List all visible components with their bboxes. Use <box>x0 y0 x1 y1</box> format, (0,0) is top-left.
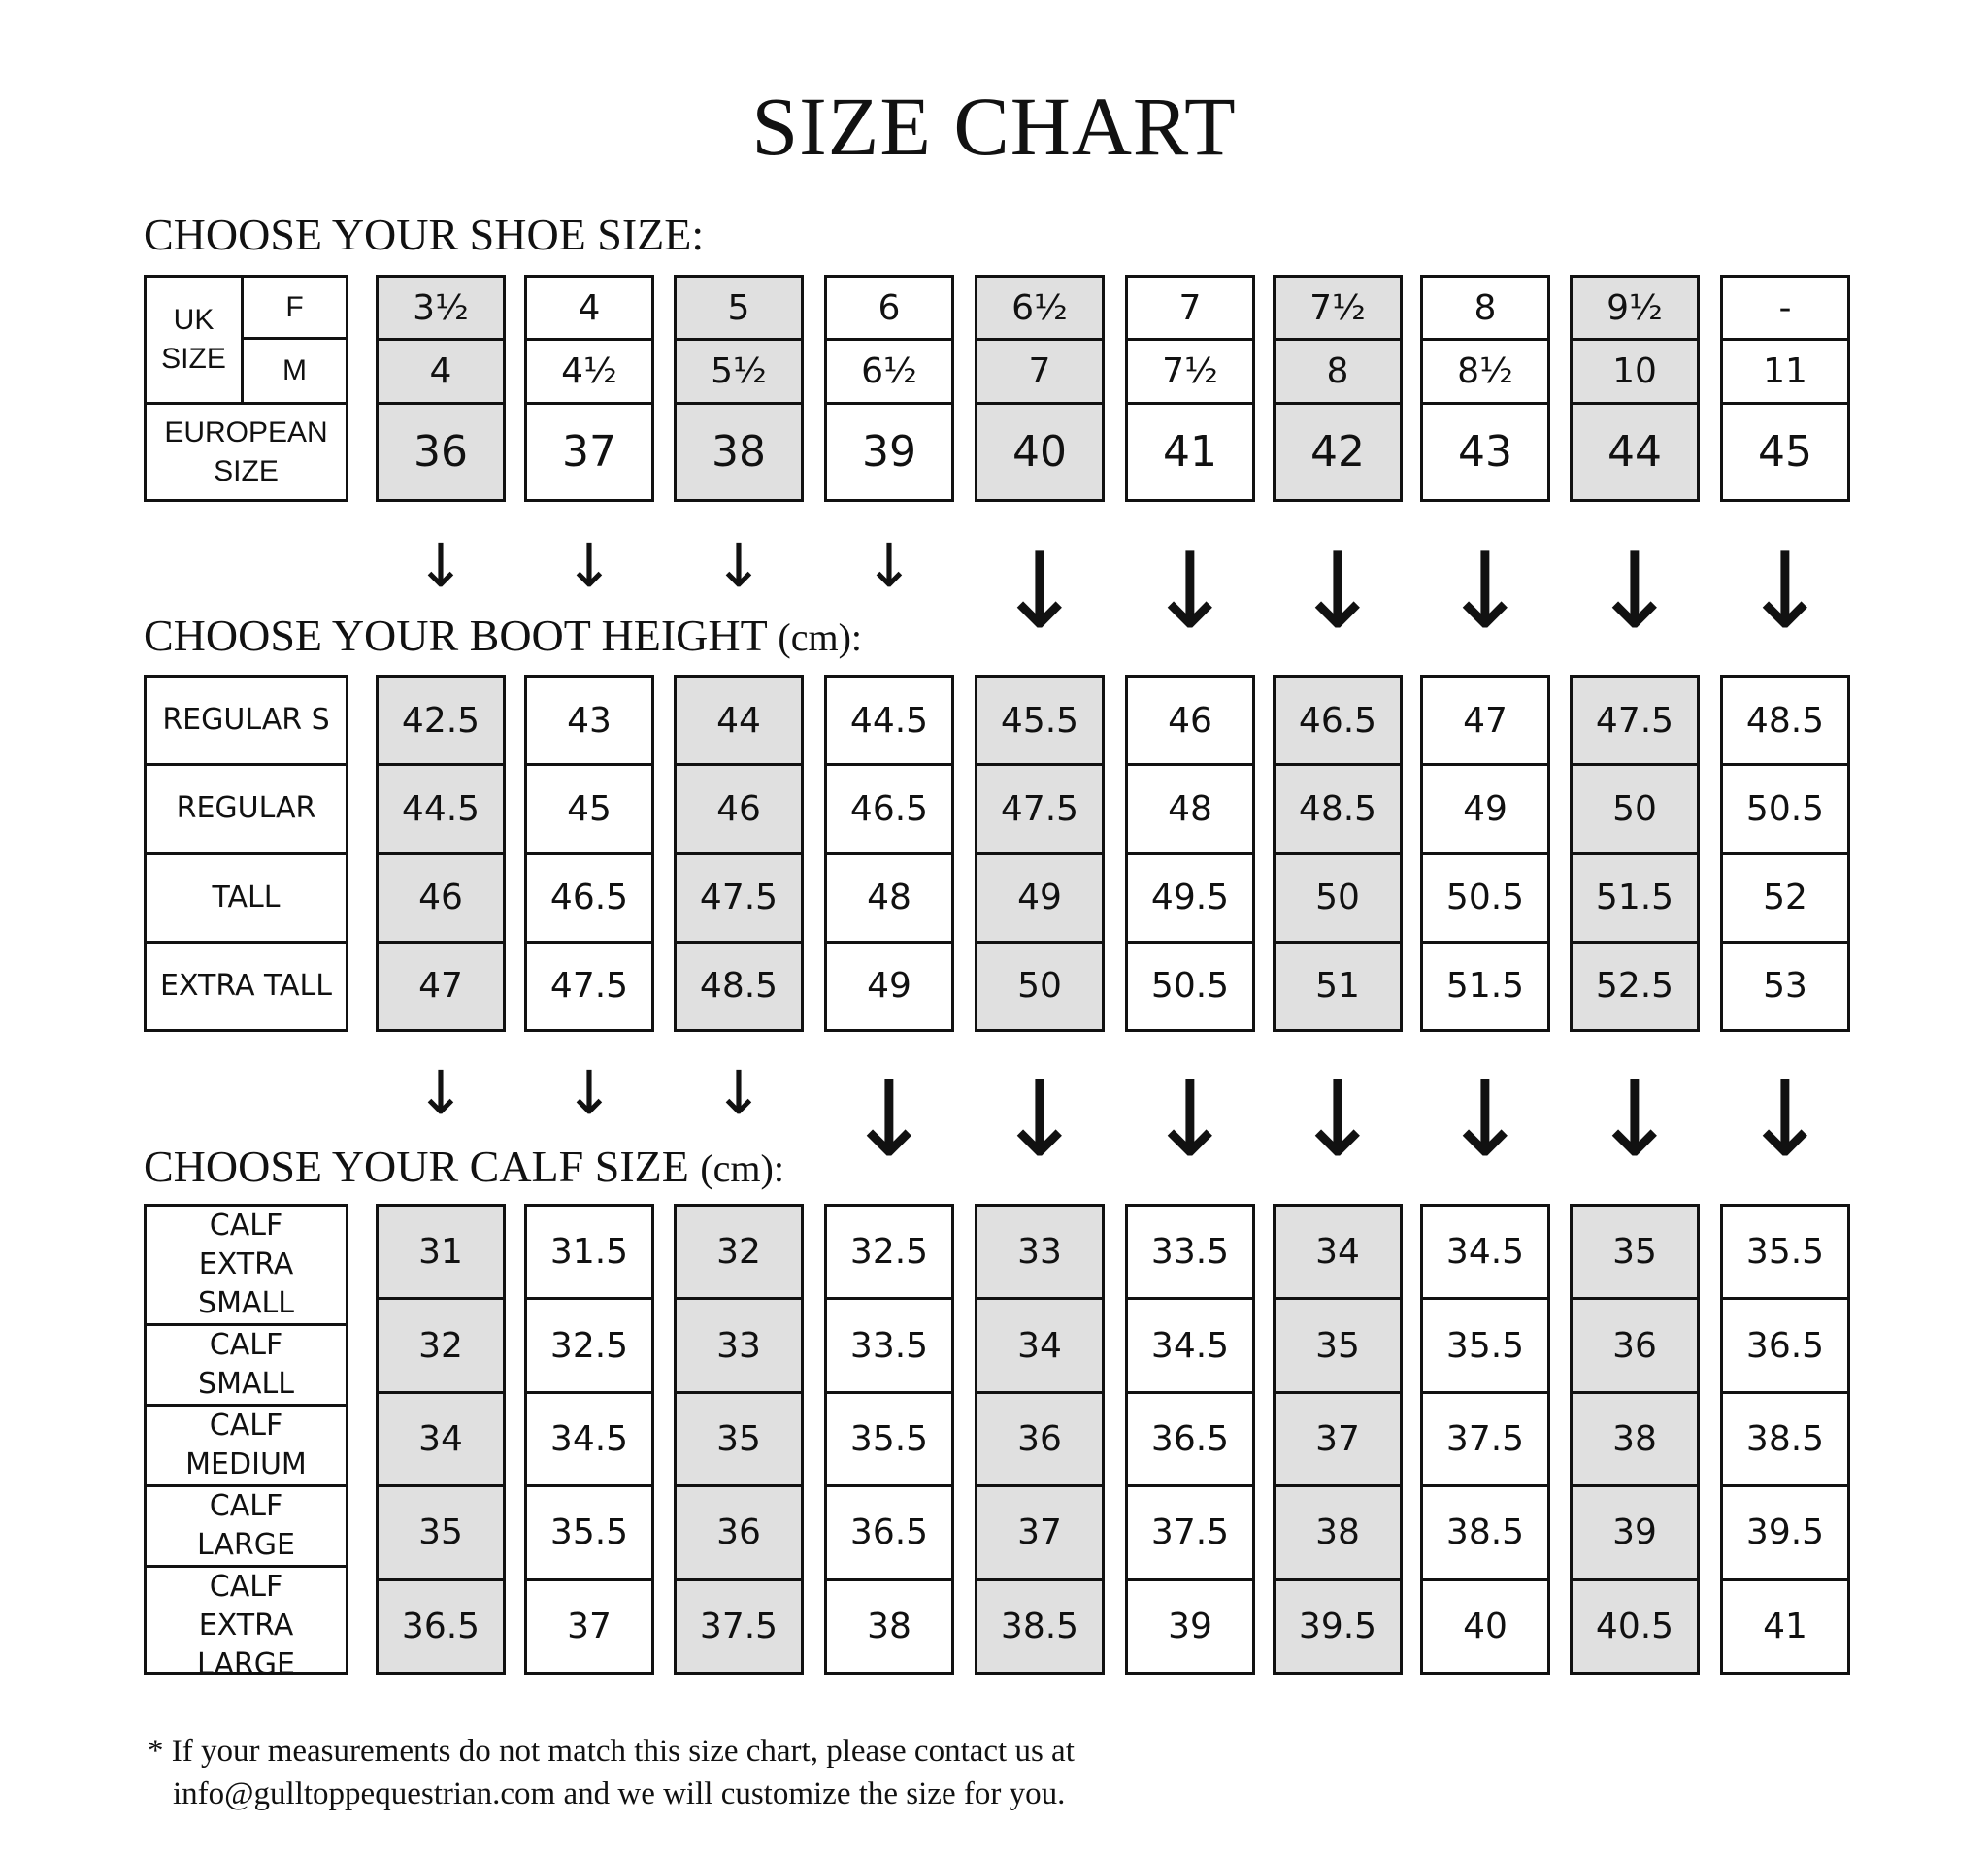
page-title: SIZE CHART <box>751 80 1237 173</box>
calf-size-column <box>376 1204 506 1675</box>
down-arrow-icon: ↓ <box>845 1059 934 1180</box>
boot-height-cell: 48.5 <box>1745 700 1825 741</box>
boot-height-cell: 48 <box>827 852 951 941</box>
calf-size-cell: 37.5 <box>1423 1391 1547 1484</box>
calf-size-row-label <box>147 1207 346 1323</box>
calf-size-cell: 35 <box>677 1391 801 1484</box>
boot-height-cell: 48.5 <box>677 941 801 1029</box>
calf-size-column <box>1125 1204 1255 1675</box>
female-size-cell: - <box>1778 287 1792 328</box>
boot-height-cell: 47.5 <box>1595 700 1674 741</box>
calf-size-column <box>674 1204 804 1675</box>
calf-size-cell: 41 <box>1723 1578 1847 1672</box>
boot-height-cell: 46 <box>379 852 503 941</box>
boot-height-cell: 49.5 <box>1128 852 1252 941</box>
calf-size-cell: 31 <box>418 1232 463 1273</box>
calf-size-cell: 37 <box>527 1578 651 1672</box>
calf-size-row-label-line: CALF <box>209 1570 283 1604</box>
boot-height-cell: 46.5 <box>1298 700 1377 741</box>
calf-size-cell: 36 <box>1573 1297 1697 1390</box>
boot-height-cell: 50.5 <box>1423 852 1547 941</box>
calf-size-cell: 34.5 <box>1128 1297 1252 1390</box>
european-size-cell: 41 <box>1128 402 1252 499</box>
female-size-cell: 6½ <box>1011 287 1068 328</box>
boot-height-cell: 47.5 <box>677 852 801 941</box>
female-size-cell: 7½ <box>1309 287 1366 328</box>
male-size-cell: 6½ <box>827 338 951 401</box>
calf-size-cell: 36.5 <box>827 1484 951 1577</box>
boot-height-cell: 47.5 <box>527 941 651 1029</box>
boot-height-cell: 45 <box>527 763 651 851</box>
down-arrow-icon: ↓ <box>564 530 614 601</box>
calf-size-column <box>975 1204 1105 1675</box>
boot-height-row-label: EXTRA TALL <box>147 941 346 1029</box>
down-arrow-icon: ↓ <box>1293 1059 1382 1180</box>
calf-size-cell: 38 <box>827 1578 951 1672</box>
boot-height-cell: 49 <box>827 941 951 1029</box>
european-size-cell: 44 <box>1573 402 1697 499</box>
boot-height-column <box>674 675 804 1032</box>
european-size-label-line2: SIZE <box>214 454 279 487</box>
boot-height-column <box>524 675 654 1032</box>
calf-size-cell: 32 <box>716 1232 761 1273</box>
down-arrow-icon: ↓ <box>1145 1059 1235 1180</box>
calf-size-cell: 35 <box>1276 1297 1400 1390</box>
male-size-cell: 4½ <box>527 338 651 401</box>
boot-height-cell: 47 <box>1463 700 1508 741</box>
calf-size-cell: 36.5 <box>1128 1391 1252 1484</box>
calf-size-cell: 36 <box>677 1484 801 1577</box>
calf-size-cell: 33 <box>677 1297 801 1390</box>
calf-size-cell: 31.5 <box>549 1232 629 1273</box>
shoe-size-column <box>824 275 954 502</box>
boot-height-cell: 43 <box>567 700 612 741</box>
down-arrow-icon: ↓ <box>1590 531 1679 652</box>
calf-size-row-label <box>147 1565 346 1684</box>
down-arrow-icon: ↓ <box>1293 531 1382 652</box>
boot-height-cell: 50 <box>1276 852 1400 941</box>
boot-height-row-label: REGULAR <box>147 763 346 851</box>
calf-size-column <box>1720 1204 1850 1675</box>
down-arrow-icon: ↓ <box>1441 1059 1530 1180</box>
boot-height-cell: 49 <box>977 852 1102 941</box>
boot-height-cell: 47 <box>379 941 503 1029</box>
shoe-size-column <box>975 275 1105 502</box>
calf-size-cell: 37.5 <box>1128 1484 1252 1577</box>
calf-size-cell: 38.5 <box>977 1578 1102 1672</box>
boot-height-cell: 42.5 <box>401 700 480 741</box>
boot-height-cell: 44 <box>716 700 761 741</box>
female-size-cell: 3½ <box>413 287 469 328</box>
calf-size-cell: 38 <box>1573 1391 1697 1484</box>
european-size-cell: 40 <box>977 402 1102 499</box>
boot-height-column <box>824 675 954 1032</box>
european-size-cell: 43 <box>1423 402 1547 499</box>
calf-size-cell: 33.5 <box>1150 1232 1230 1273</box>
calf-size-column <box>1273 1204 1403 1675</box>
shoe-size-heading: CHOOSE YOUR SHOE SIZE: <box>144 210 705 259</box>
down-arrow-icon: ↓ <box>415 530 466 601</box>
european-size-label-line1: EUROPEAN <box>164 415 328 448</box>
male-label: M <box>282 354 307 386</box>
down-arrow-icon: ↓ <box>415 1057 466 1128</box>
female-size-cell: 5 <box>727 287 750 328</box>
boot-height-column <box>376 675 506 1032</box>
boot-height-cell: 52.5 <box>1573 941 1697 1029</box>
calf-size-cell: 39.5 <box>1723 1484 1847 1577</box>
down-arrow-icon: ↓ <box>1740 1059 1830 1180</box>
down-arrow-icon: ↓ <box>564 1057 614 1128</box>
male-size-cell: 10 <box>1573 338 1697 401</box>
down-arrow-icon: ↓ <box>1145 531 1235 652</box>
male-size-cell: 8 <box>1276 338 1400 401</box>
female-label: F <box>244 278 346 340</box>
shoe-size-column <box>1420 275 1550 502</box>
calf-size-cell: 35.5 <box>1745 1232 1825 1273</box>
male-size-cell: 5½ <box>677 338 801 401</box>
calf-size-row-label <box>147 1484 346 1565</box>
calf-size-row-label-line: CALF <box>209 1328 283 1362</box>
footnote-line2: info@gulltoppequestrian.com and we will customize the size for you. <box>173 1776 1066 1811</box>
european-size-cell: 36 <box>379 402 503 499</box>
down-arrow-icon: ↓ <box>1441 531 1530 652</box>
male-size-cell: 8½ <box>1423 338 1547 401</box>
calf-size-row-label-line: EXTRA SMALL <box>198 1247 294 1320</box>
european-size-cell: 39 <box>827 402 951 499</box>
boot-height-cell: 51.5 <box>1423 941 1547 1029</box>
down-arrow-icon: ↓ <box>995 531 1084 652</box>
boot-height-row-label: REGULAR S <box>162 703 330 738</box>
female-size-cell: 7 <box>1178 287 1202 328</box>
boot-height-cell: 50.5 <box>1723 763 1847 851</box>
female-size-cell: 4 <box>578 287 601 328</box>
female-size-cell: 8 <box>1474 287 1497 328</box>
boot-height-column <box>1273 675 1403 1032</box>
boot-height-column <box>1125 675 1255 1032</box>
calf-size-column <box>1420 1204 1550 1675</box>
calf-size-unit: (cm): <box>700 1146 784 1190</box>
footnote-line1: * If your measurements do not match this size chart, please contact us at <box>148 1734 1075 1769</box>
calf-size-cell: 36 <box>977 1391 1102 1484</box>
calf-size-cell: 35.5 <box>1423 1297 1547 1390</box>
shoe-size-column <box>1125 275 1255 502</box>
boot-height-column <box>1570 675 1700 1032</box>
shoe-size-column <box>524 275 654 502</box>
calf-size-row-label-line: MEDIUM <box>185 1447 307 1481</box>
down-arrow-icon: ↓ <box>995 1059 1084 1180</box>
calf-size-cell: 36.5 <box>1723 1297 1847 1390</box>
shoe-size-column <box>674 275 804 502</box>
calf-size-cell: 35.5 <box>827 1391 951 1484</box>
shoe-size-column <box>1570 275 1700 502</box>
boot-height-column <box>975 675 1105 1032</box>
boot-height-cell: 51 <box>1276 941 1400 1029</box>
shoe-size-column <box>1720 275 1850 502</box>
calf-size-cell: 40.5 <box>1573 1578 1697 1672</box>
male-size-cell: 7½ <box>1128 338 1252 401</box>
boot-height-label-column <box>144 675 348 1032</box>
calf-size-cell: 32.5 <box>849 1232 929 1273</box>
down-arrow-icon: ↓ <box>1740 531 1830 652</box>
boot-height-cell: 49 <box>1423 763 1547 851</box>
down-arrow-icon: ↓ <box>713 530 764 601</box>
calf-size-cell: 32 <box>379 1297 503 1390</box>
calf-size-cell: 35 <box>1612 1232 1657 1273</box>
european-size-cell: 38 <box>677 402 801 499</box>
calf-size-row-label-line: EXTRA LARGE <box>197 1609 295 1681</box>
boot-height-cell: 52 <box>1723 852 1847 941</box>
boot-height-cell: 53 <box>1723 941 1847 1029</box>
calf-size-cell: 34 <box>379 1391 503 1484</box>
calf-size-cell: 38.5 <box>1423 1484 1547 1577</box>
calf-size-row-label-line: SMALL <box>198 1367 294 1401</box>
female-size-cell: 9½ <box>1607 287 1663 328</box>
uk-size-label-line2: SIZE <box>161 343 226 375</box>
boot-height-cell: 44.5 <box>379 763 503 851</box>
calf-size-cell: 37 <box>977 1484 1102 1577</box>
european-size-cell: 45 <box>1723 402 1847 499</box>
boot-height-cell: 46.5 <box>827 763 951 851</box>
calf-size-cell: 34.5 <box>527 1391 651 1484</box>
calf-size-row-label-line: LARGE <box>197 1528 295 1562</box>
down-arrow-icon: ↓ <box>864 530 914 601</box>
uk-size-label-line1: UK <box>173 304 215 336</box>
boot-height-cell: 48.5 <box>1276 763 1400 851</box>
calf-size-cell: 33.5 <box>827 1297 951 1390</box>
shoe-size-column <box>376 275 506 502</box>
boot-height-cell: 47.5 <box>977 763 1102 851</box>
down-arrow-icon: ↓ <box>1590 1059 1679 1180</box>
calf-size-row-label-line: CALF <box>209 1209 283 1243</box>
calf-size-row-label <box>147 1404 346 1484</box>
calf-size-cell: 39 <box>1573 1484 1697 1577</box>
calf-size-cell: 34 <box>1315 1232 1360 1273</box>
female-size-cell: 6 <box>878 287 901 328</box>
calf-size-column <box>1570 1204 1700 1675</box>
calf-size-cell: 39 <box>1128 1578 1252 1672</box>
shoe-size-column <box>1273 275 1403 502</box>
calf-size-cell: 32.5 <box>527 1297 651 1390</box>
boot-height-cell: 50 <box>977 941 1102 1029</box>
boot-height-cell: 46 <box>677 763 801 851</box>
footnote <box>148 1730 1075 1815</box>
calf-size-cell: 39.5 <box>1276 1578 1400 1672</box>
boot-height-row-label: TALL <box>147 852 346 941</box>
male-size-cell: 11 <box>1723 338 1847 401</box>
calf-size-row-label-line: CALF <box>209 1489 283 1523</box>
calf-size-cell: 38.5 <box>1723 1391 1847 1484</box>
calf-size-label-column <box>144 1204 348 1681</box>
calf-size-cell: 40 <box>1423 1578 1547 1672</box>
calf-size-cell: 38 <box>1276 1484 1400 1577</box>
european-size-cell: 42 <box>1276 402 1400 499</box>
boot-height-cell: 50 <box>1573 763 1697 851</box>
boot-height-cell: 48 <box>1128 763 1252 851</box>
boot-height-cell: 45.5 <box>1000 700 1079 741</box>
calf-size-cell: 35.5 <box>527 1484 651 1577</box>
down-arrow-icon: ↓ <box>713 1057 764 1128</box>
boot-height-heading-text: CHOOSE YOUR BOOT HEIGHT <box>144 611 767 660</box>
calf-size-cell: 37 <box>1276 1391 1400 1484</box>
calf-size-cell: 37.5 <box>677 1578 801 1672</box>
boot-height-column <box>1420 675 1550 1032</box>
male-size-cell: 4 <box>379 338 503 401</box>
calf-size-cell: 35 <box>379 1484 503 1577</box>
calf-size-column <box>824 1204 954 1675</box>
calf-size-cell: 36.5 <box>379 1578 503 1672</box>
boot-height-cell: 46.5 <box>527 852 651 941</box>
calf-size-cell: 34 <box>977 1297 1102 1390</box>
calf-size-column <box>524 1204 654 1675</box>
boot-height-cell: 51.5 <box>1573 852 1697 941</box>
boot-height-column <box>1720 675 1850 1032</box>
boot-height-cell: 46 <box>1168 700 1212 741</box>
calf-size-cell: 33 <box>1017 1232 1062 1273</box>
calf-size-row-label <box>147 1323 346 1404</box>
calf-size-cell: 34.5 <box>1445 1232 1525 1273</box>
boot-height-cell: 44.5 <box>849 700 929 741</box>
male-size-cell: 7 <box>977 338 1102 401</box>
boot-height-cell: 50.5 <box>1128 941 1252 1029</box>
boot-height-unit: (cm): <box>778 615 863 659</box>
calf-size-row-label-line: CALF <box>209 1409 283 1443</box>
european-size-cell: 37 <box>527 402 651 499</box>
calf-size-heading-text: CHOOSE YOUR CALF SIZE <box>144 1142 689 1191</box>
